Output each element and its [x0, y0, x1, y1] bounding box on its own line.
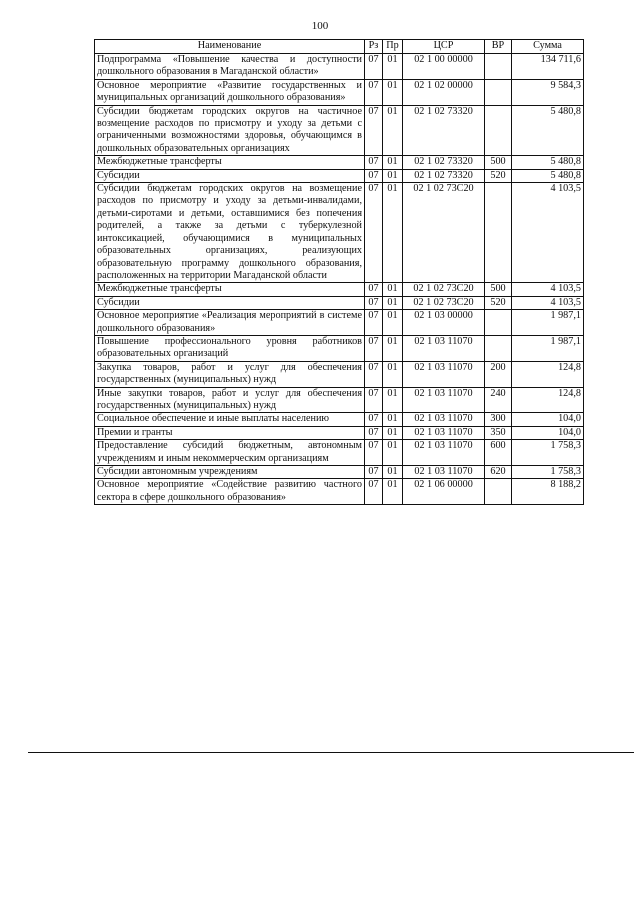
- page-bottom-divider: [28, 752, 634, 753]
- table-row: [95, 413, 584, 426]
- row-pr-cell: 01: [383, 169, 403, 182]
- row-name-cell: Подпрограмма «Повышение качества и доступности дошкольного образования в Магаданской области»: [95, 54, 365, 80]
- row-rz-cell: 07: [365, 440, 383, 466]
- row-pr-cell: 01: [383, 105, 403, 156]
- column-header-pr: Пр: [383, 40, 403, 54]
- row-name-cell: Основное мероприятие «Содействие развитию частного сектора в сфере дошкольного образования»: [95, 479, 365, 505]
- row-pr-cell: 01: [383, 440, 403, 466]
- row-vr-cell: 240: [485, 387, 512, 413]
- table-row: [95, 79, 584, 105]
- row-vr-cell: [485, 183, 512, 283]
- row-rz-cell: 07: [365, 296, 383, 309]
- row-name-cell: Повышение профессионального уровня работников образовательных организаций: [95, 335, 365, 361]
- table-row: [95, 54, 584, 80]
- row-vr-cell: 500: [485, 156, 512, 169]
- row-sum-cell: 8 188,2: [512, 479, 584, 505]
- row-vr-cell: [485, 105, 512, 156]
- table-row: [95, 156, 584, 169]
- row-rz-cell: 07: [365, 156, 383, 169]
- row-rz-cell: 07: [365, 413, 383, 426]
- row-csr-cell: 02 1 03 11070: [403, 413, 485, 426]
- row-sum-cell: 5 480,8: [512, 169, 584, 182]
- row-name-cell: Иные закупки товаров, работ и услуг для обеспечения государственных (муниципальных) нужд: [95, 387, 365, 413]
- row-vr-cell: [485, 335, 512, 361]
- column-header-csr: ЦСР: [403, 40, 485, 54]
- row-csr-cell: 02 1 02 73С20: [403, 183, 485, 283]
- column-header-sum: Сумма: [512, 40, 584, 54]
- column-header-vr: ВР: [485, 40, 512, 54]
- row-csr-cell: 02 1 03 11070: [403, 440, 485, 466]
- row-sum-cell: 104,0: [512, 413, 584, 426]
- row-pr-cell: 01: [383, 54, 403, 80]
- row-sum-cell: 1 758,3: [512, 440, 584, 466]
- row-rz-cell: 07: [365, 54, 383, 80]
- row-rz-cell: 07: [365, 479, 383, 505]
- row-pr-cell: 01: [383, 413, 403, 426]
- row-csr-cell: 02 1 02 00000: [403, 79, 485, 105]
- row-pr-cell: 01: [383, 387, 403, 413]
- row-csr-cell: 02 1 02 73С20: [403, 296, 485, 309]
- row-rz-cell: 07: [365, 183, 383, 283]
- row-vr-cell: [485, 54, 512, 80]
- budget-table: [94, 39, 584, 505]
- row-vr-cell: 300: [485, 413, 512, 426]
- table-row: [95, 335, 584, 361]
- row-rz-cell: 07: [365, 361, 383, 387]
- row-name-cell: Субсидии бюджетам городских округов на возмещение расходов по присмотру и уходу за детьми-инвалидами, детьми-сиротами и детьми, оставшимися без попечения родителей, а также за детьми с туберкулезной интоксикацией, обучающимися в муниципальных образовательных организациях, реализующих образовательную программу дошкольного образования, расположенных на территории Магаданской области: [95, 183, 365, 283]
- row-csr-cell: 02 1 06 00000: [403, 479, 485, 505]
- row-vr-cell: 520: [485, 296, 512, 309]
- row-name-cell: Закупка товаров, работ и услуг для обеспечения государственных (муниципальных) нужд: [95, 361, 365, 387]
- row-rz-cell: 07: [365, 283, 383, 296]
- table-row: [95, 169, 584, 182]
- table-row: [95, 283, 584, 296]
- row-pr-cell: 01: [383, 296, 403, 309]
- row-pr-cell: 01: [383, 426, 403, 439]
- row-pr-cell: 01: [383, 466, 403, 479]
- row-name-cell: Межбюджетные трансферты: [95, 156, 365, 169]
- row-csr-cell: 02 1 03 00000: [403, 310, 485, 336]
- table-row: [95, 105, 584, 156]
- table-row: [95, 466, 584, 479]
- row-name-cell: Субсидии автономным учреждениям: [95, 466, 365, 479]
- row-sum-cell: 9 584,3: [512, 79, 584, 105]
- row-vr-cell: [485, 310, 512, 336]
- row-sum-cell: 4 103,5: [512, 183, 584, 283]
- row-sum-cell: 124,8: [512, 387, 584, 413]
- row-pr-cell: 01: [383, 183, 403, 283]
- row-rz-cell: 07: [365, 105, 383, 156]
- row-sum-cell: 134 711,6: [512, 54, 584, 80]
- row-vr-cell: 200: [485, 361, 512, 387]
- table-header-row: [95, 40, 584, 54]
- row-pr-cell: 01: [383, 310, 403, 336]
- row-rz-cell: 07: [365, 335, 383, 361]
- row-vr-cell: [485, 479, 512, 505]
- row-sum-cell: 1 758,3: [512, 466, 584, 479]
- page-number: 100: [311, 20, 329, 32]
- row-rz-cell: 07: [365, 169, 383, 182]
- row-sum-cell: 124,8: [512, 361, 584, 387]
- row-vr-cell: 350: [485, 426, 512, 439]
- row-sum-cell: 5 480,8: [512, 156, 584, 169]
- row-vr-cell: 620: [485, 466, 512, 479]
- table-row: [95, 440, 584, 466]
- row-name-cell: Субсидии: [95, 296, 365, 309]
- row-pr-cell: 01: [383, 361, 403, 387]
- table-row: [95, 426, 584, 439]
- table-row: [95, 310, 584, 336]
- row-csr-cell: 02 1 02 73С20: [403, 283, 485, 296]
- row-pr-cell: 01: [383, 283, 403, 296]
- table-row: [95, 183, 584, 283]
- row-sum-cell: 4 103,5: [512, 296, 584, 309]
- row-name-cell: Основное мероприятие «Развитие государственных и муниципальных организаций дошкольного образования»: [95, 79, 365, 105]
- row-name-cell: Предоставление субсидий бюджетным, автономным учреждениям и иным некоммерческим организациям: [95, 440, 365, 466]
- row-name-cell: Субсидии бюджетам городских округов на частичное возмещение расходов по присмотру и уходу за детьми с ограниченными возможностями здоровья, обучающимся в дошкольных образовательных организациях: [95, 105, 365, 156]
- row-pr-cell: 01: [383, 79, 403, 105]
- row-csr-cell: 02 1 03 11070: [403, 466, 485, 479]
- row-rz-cell: 07: [365, 466, 383, 479]
- row-rz-cell: 07: [365, 310, 383, 336]
- row-rz-cell: 07: [365, 387, 383, 413]
- row-pr-cell: 01: [383, 156, 403, 169]
- table-row: [95, 361, 584, 387]
- row-sum-cell: 1 987,1: [512, 310, 584, 336]
- row-csr-cell: 02 1 03 11070: [403, 387, 485, 413]
- row-vr-cell: 500: [485, 283, 512, 296]
- row-csr-cell: 02 1 02 73320: [403, 156, 485, 169]
- row-csr-cell: 02 1 03 11070: [403, 426, 485, 439]
- row-name-cell: Социальное обеспечение и иные выплаты населению: [95, 413, 365, 426]
- row-csr-cell: 02 1 00 00000: [403, 54, 485, 80]
- row-name-cell: Премии и гранты: [95, 426, 365, 439]
- row-csr-cell: 02 1 03 11070: [403, 335, 485, 361]
- row-vr-cell: 600: [485, 440, 512, 466]
- row-vr-cell: [485, 79, 512, 105]
- row-pr-cell: 01: [383, 479, 403, 505]
- row-name-cell: Межбюджетные трансферты: [95, 283, 365, 296]
- row-pr-cell: 01: [383, 335, 403, 361]
- column-header-name: Наименование: [95, 40, 365, 54]
- row-sum-cell: 5 480,8: [512, 105, 584, 156]
- row-csr-cell: 02 1 02 73320: [403, 105, 485, 156]
- row-csr-cell: 02 1 02 73320: [403, 169, 485, 182]
- table-row: [95, 296, 584, 309]
- row-rz-cell: 07: [365, 426, 383, 439]
- row-sum-cell: 1 987,1: [512, 335, 584, 361]
- row-sum-cell: 4 103,5: [512, 283, 584, 296]
- row-csr-cell: 02 1 03 11070: [403, 361, 485, 387]
- table-row: [95, 387, 584, 413]
- row-vr-cell: 520: [485, 169, 512, 182]
- column-header-rz: Рз: [365, 40, 383, 54]
- row-rz-cell: 07: [365, 79, 383, 105]
- table-row: [95, 479, 584, 505]
- row-name-cell: Субсидии: [95, 169, 365, 182]
- row-sum-cell: 104,0: [512, 426, 584, 439]
- row-name-cell: Основное мероприятие «Реализация мероприятий в системе дошкольного образования»: [95, 310, 365, 336]
